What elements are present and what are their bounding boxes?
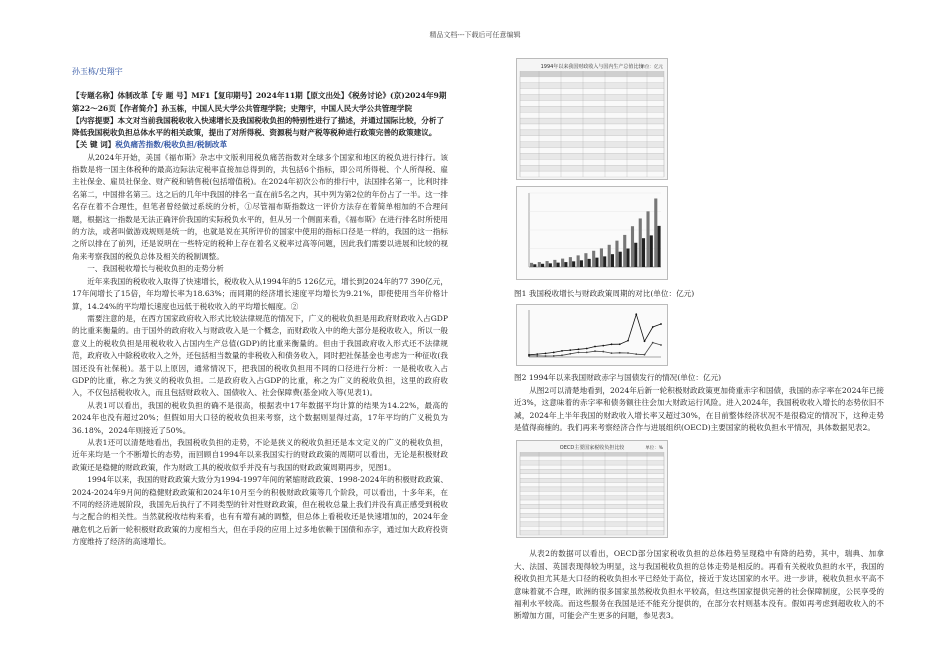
table-row: [520, 496, 664, 500]
table-row: [520, 118, 664, 124]
series-point: [602, 345, 604, 347]
table-row: [520, 527, 664, 531]
series-point: [635, 314, 637, 316]
section-heading: 一、我国税收增长与税收负担的走势分析: [87, 264, 224, 274]
series-point: [569, 350, 571, 352]
paragraph: 从表1还可以清楚地看出，我国税收负担的走势，不论是狭义的税收负担还是本文定义的广义的税收负担，近年来均是一个不断增长的态势，而回顾自1994年以来我国实行的财政政策的周期可以看出，无论是积极财政政策还是稳健的财政政策，作为财政工具的税收似乎并没有与我国的财政政策周期再步，见图1。: [72, 437, 448, 472]
series-point: [561, 355, 563, 357]
bar-government-revenue: [654, 198, 657, 267]
table-header-row: [520, 71, 664, 77]
table-row: [520, 106, 664, 112]
bar-government-revenue: [553, 260, 556, 267]
series-point: [619, 352, 621, 354]
bar-government-revenue: [561, 259, 564, 267]
bar-government-revenue: [584, 253, 587, 267]
series-point: [561, 350, 563, 352]
series-point: [652, 327, 654, 329]
table-row: [520, 136, 664, 142]
table2-unit: 单位：%: [645, 446, 663, 452]
series-point: [602, 351, 604, 353]
series-point: [644, 341, 646, 343]
bar-tax-revenue: [541, 264, 544, 267]
series-point: [594, 351, 596, 353]
paragraph: 1994年以来，我国的财政政策大致分为1994-1997年间的紧缩财政政策、1998-2024年的积极财政政策、2024-2024年9月间的稳健财政政策和2024年10月至今的积极财政政策等几个阶段，可以看出，十多年来，在不同的经济进展阶段，我国先后执行了不同类型的针对性财政政策，但在税收总量上我们并没有真正感受到税收与之配合的相关性。当然就税收结构来看，也有有增有减的调整，但总体上看税收还是快速增加的，2024年金融危机之后新一轮积极财政政策的力度相当大，但在手段的应用上过多地依赖于国债和赤字，通过加大政府投资方度维持了经济的高速增长。: [72, 475, 448, 547]
paragraph: 从图2可以清楚地看到，2024年后新一轮积极财政政策更加倚重赤字和国债，我国的赤字率在2024年已接近3%，这意味着的赤字率和债务额往往会加大财政运行风险。进入2024年，我国税收收入增长的态势依旧不减，2024年上半年我国的财政收入增长率又超过30%，在目前整体经济状况不是很稳定的情况下，这种走势是值得商榷的。我们再来考察经济合作与进展组织(OECD)主要国家的税收负担水平情况，具体数据见表2。: [514, 385, 885, 433]
series-point: [578, 352, 580, 354]
bar-tax-revenue: [650, 235, 653, 267]
table-row: [520, 100, 664, 106]
keywords: [72, 139, 448, 151]
table-row: [520, 514, 664, 518]
paragraph: 从2024年开始，美国《福布斯》杂志中文版利用税负痛苦指数对全球多个国家和地区的税负进行排行。该指数是将一国主体税种的最高边际法定税率直接加总得到的，共包括6个指标，即公司所得税、个人所得税、雇主社保金、雇员社保金、财产税和销售税(包括增值税)。在2024年初次公布的排行中，法国排名第一，比利时排名第二，中国排名第三。这之后的几年中我国的排名一直在前5名之内，其中列为第2位的年份占了一半。这一排名存在着不合理性，但笔者曾经做过系统的分析，①尽管福布斯指数这一评价方法存在着简单相加的不合理问题，根据这一指数是无法正确评价我国的实际税负水平的，但从另一个侧面来看，《福布斯》在进行排名时所使用的方法，或者叫做游戏规则是统一的，也就是说在其所评价的国家中使用的指标口径是一样的，我国的这一指标之所以排在了前列，还是说明在一些特定的税种上存在着名义税率过高等问题，因此我们需要以进展和比较的视角来考察我国的税负总体及相关的税制调整。: [72, 152, 448, 261]
figure2-caption: 图2 1994年以来我国财政赤字与国债发行的情况(单位：亿元): [514, 373, 722, 383]
table-row: [520, 95, 664, 101]
bar-government-revenue: [608, 245, 611, 267]
table2-title: OECD主要国家税收负担比较: [559, 445, 625, 452]
bar-government-revenue: [538, 262, 541, 267]
table1-unit: 单位：亿元: [640, 65, 663, 70]
bar-tax-revenue: [657, 226, 660, 267]
series-point: [553, 355, 555, 357]
series-point: [627, 340, 629, 342]
figure2-chart: [516, 304, 668, 366]
table-row: [520, 83, 664, 89]
table-row: [520, 479, 664, 483]
table-row: [520, 509, 664, 513]
series-point: [594, 346, 596, 348]
bar-tax-revenue: [595, 258, 598, 267]
bar-government-revenue: [546, 261, 549, 267]
table-row: [520, 130, 664, 136]
bar-government-revenue: [577, 255, 580, 267]
table-row: [520, 89, 664, 95]
table2-grid: [520, 452, 664, 535]
series-point: [644, 354, 646, 356]
table-row: [520, 124, 664, 130]
series-point: [627, 353, 629, 355]
bar-government-revenue: [623, 235, 626, 267]
right-column: [514, 58, 884, 623]
bar-tax-revenue: [533, 264, 536, 267]
series-point: [536, 354, 538, 356]
keywords-label: 【关 键 词】: [72, 140, 116, 150]
bar-tax-revenue: [611, 254, 614, 267]
series-point: [635, 354, 637, 356]
series-point: [611, 344, 613, 346]
paragraph: 近年来我国的税收收入取得了快速增长，税收收入从1994年的5 126亿元，增长到2024年的77 390亿元，17年间增长了15倍，年均增长率为18.63%；而同期的经济增长速度平均增长为9.21%，即使使用当年价格计算，14.24%的平均增长速度也远低于税收收入的平均增长幅度。②: [72, 276, 448, 311]
series-point: [528, 354, 530, 356]
table2-image: [516, 440, 668, 538]
table-row: [520, 153, 664, 159]
series-point: [553, 352, 555, 354]
series-line: [529, 343, 661, 356]
series-point: [536, 355, 538, 357]
table-row: [520, 492, 664, 496]
table-row: [520, 466, 664, 470]
table-row: [520, 522, 664, 526]
table-row: [520, 77, 664, 83]
table-row: [520, 148, 664, 154]
series-point: [586, 348, 588, 350]
figure1-bars: [529, 193, 661, 267]
meta-line: 【专题名称】体制改革【专 题 号】MF1【复印期号】2024年11期【原文出处】《税务讨论》(京)2024年9期第22～26页【作者简介】孙玉栋，中国人民大学公共管理学院；史翔宇，中国人民大学公共管理学院: [72, 91, 447, 113]
series-point: [619, 344, 621, 346]
bar-government-revenue: [592, 251, 595, 267]
series-point: [586, 352, 588, 354]
series-point: [569, 353, 571, 355]
series-point: [652, 342, 654, 344]
table1-grid: [520, 71, 664, 177]
bar-tax-revenue: [634, 243, 637, 267]
bar-government-revenue: [615, 241, 618, 267]
series-point: [545, 353, 547, 355]
paragraph: 从表2的数据可以看出，OECD部分国家税收负担的总体趋势呈现稳中有降的趋势，其中，瑞典、加拿大、法国、英国表现得较为明显，这与我国税收负担的总体走势是相反的。再看有关税收负担的水平，我国的税收负担尤其是大口径的税收负担水平已经处于高位，接近于发达国家的水平。进一步讲，税收负担水平高不意味着就不合理，欧洲的很多国家虽然税收负担水平较高，但这些国家提供完善的社会保障制度，公民享受的福利水平较高。而这些服务在我国是还不能充分提供的，在部分农村则基本没有。假如再考虑到超收收入的不断增加方面，可能会产生更多的问题，参见表3。: [514, 549, 884, 621]
series-point: [545, 356, 547, 358]
table-row: [520, 159, 664, 165]
figure1-caption: 图1 我国税收增长与财政政策周期的对比(单位：亿元): [514, 289, 695, 298]
summary: 【内容提要】本文对当前我国税收收入快速增长及我国税收负担的特别性进行了描述，并通过国际比较，分析了降低我国税收负担总体水平的相关政策，提出了对所得税、资源税与财产税等税种进行政策完善的政策建议。: [72, 115, 445, 138]
table-row: [520, 470, 664, 474]
table-row: [520, 171, 664, 177]
bar-government-revenue: [646, 211, 649, 267]
left-column: [72, 66, 448, 549]
table-header-row: [520, 452, 664, 456]
table-row: [520, 457, 664, 461]
table-row: [520, 474, 664, 478]
bar-tax-revenue: [549, 263, 552, 267]
table-row: [520, 142, 664, 148]
table-row: [520, 483, 664, 487]
series-point: [611, 353, 613, 355]
table-row: [520, 518, 664, 522]
figure2-lines: [528, 310, 662, 357]
table-row: [520, 500, 664, 504]
table-row: [520, 165, 664, 171]
bar-government-revenue: [530, 263, 533, 267]
keywords-text[interactable]: 税负痛苦指数/税收负担/税制改革: [115, 140, 228, 150]
paragraph: 从表1可以看出，我国的税收负担的确不是很高，根据表中17年数据平均计算的结果为14.22%，最高的2024年也没有超过20%；但假如用大口径的税收负担来考察，这个数据则显得过高，17年平均的广义税负为36.18%，2024年则接近了50%。: [72, 400, 448, 435]
bar-tax-revenue: [564, 262, 567, 267]
figure1-chart: [516, 186, 668, 280]
bar-government-revenue: [569, 257, 572, 267]
series-point: [578, 349, 580, 351]
bar-tax-revenue: [603, 256, 606, 267]
authors[interactable]: 孙玉栋/史翔宇: [72, 67, 123, 76]
header-note: 精品文档---下载后可任意编辑: [429, 31, 521, 39]
bar-tax-revenue: [619, 252, 622, 267]
table-row: [520, 461, 664, 465]
bar-government-revenue: [600, 248, 603, 267]
table-row: [520, 531, 664, 535]
table-row: [520, 487, 664, 491]
bar-government-revenue: [631, 226, 634, 267]
paragraph: 需要注意的是，在西方国家政府收入形式比较法律规范的情况下，广义的税收负担是用政府财政收入占GDP的比重来衡量的。由于国外的政府收入与财政收入是一个概念，而财政收入中的绝大部分是税收收入，所以一般意义上的税收负担是用税收收入占国内生产总值(GDP)的比重来衡量的。但由于我国政府收入形式还不法律规范，政府收入中除税收收入之外，还包括相当数量的非税收入和债务收入，同时把社保基金也考虑为一种征收(我国还没有社保税)。基于以上原因，通常情况下，把我国的税收负担用不同的口径进行分析：一是税收收入占GDP的比重，称之为狭义的税收负担。二是政府收入占GDP的比重，称之为广义的税收负担，这里的政府收入，不仅包括税收收入，而且包括财政收入、国债收入、社会保障费(基金)收入等(见表1)。: [72, 313, 448, 398]
bar-tax-revenue: [626, 249, 629, 267]
bar-tax-revenue: [572, 261, 575, 267]
bar-tax-revenue: [588, 259, 591, 267]
table1-title: 1994年以来我国财政收入与国内生产总值比较: [540, 64, 644, 70]
series-point: [660, 324, 662, 326]
table-row: [520, 112, 664, 118]
series-point: [660, 345, 662, 347]
bar-tax-revenue: [557, 263, 560, 267]
table1-image: [516, 58, 668, 180]
bar-tax-revenue: [580, 260, 583, 267]
bar-tax-revenue: [642, 238, 645, 267]
series-line: [529, 315, 661, 356]
table-row: [520, 505, 664, 509]
bar-government-revenue: [639, 218, 642, 267]
